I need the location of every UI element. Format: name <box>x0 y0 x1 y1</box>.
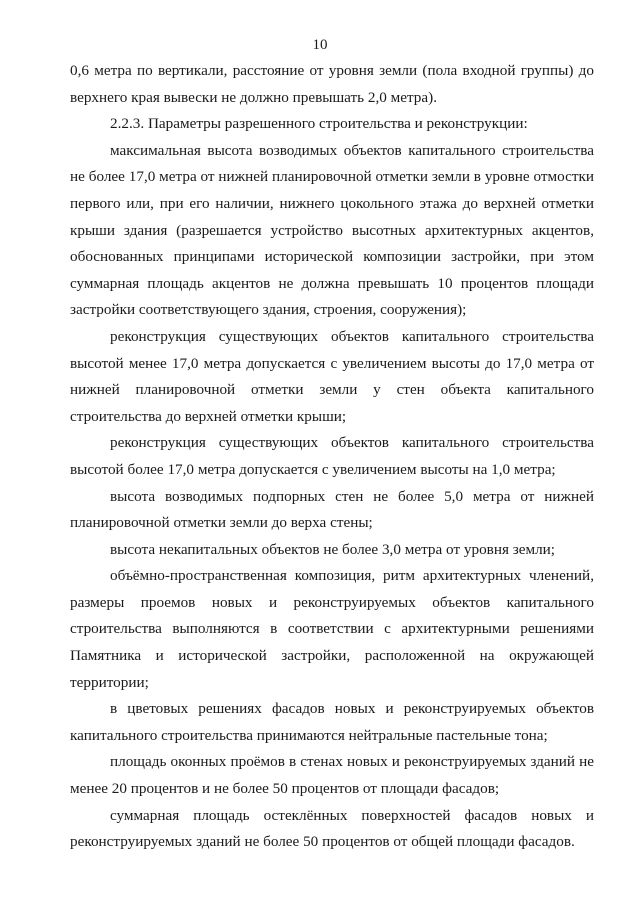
paragraph-max-height: максимальная высота возводимых объектов капитального строительства не более 17,0 метра от нижней планировочной отметки земли в уровне отмостки первого или, при его наличии, нижнего цокольного этажа до верхней отметки крыши здания (разрешается устройство высотных архитектурных акцентов, обоснованных принципами исторической композиции застройки, при этом суммарная площадь акцентов не должна превышать 10 процентов площади застройки соответствующего здания, строения, сооружения); <box>70 141 594 319</box>
paragraph-reconstruction-above-17: реконструкция существующих объектов капитального строительства высотой более 17,0 метра допускается с увеличением высоты на 1,0 метра; <box>70 434 594 478</box>
paragraph-glazing-area: суммарная площадь остеклённых поверхностей фасадов новых и реконструируемых зданий не более 50 процентов от общей площади фасадов. <box>70 806 594 851</box>
paragraph-facade-colors: в цветовых решениях фасадов новых и реконструируемых объектов капитального строительства принимаются нейтральные пастельные тона; <box>70 700 594 744</box>
paragraph-reconstruction-below-17: реконструкция существующих объектов капитального строительства высотой менее 17,0 метра допускается с увеличением высоты до 17,0 метра от нижней планировочной отметки земли у стен объекта капитального строительства до верхней отметки крыши; <box>70 327 594 425</box>
paragraph-window-area: площадь оконных проёмов в стенах новых и реконструируемых зданий не менее 20 процентов и не более 50 процентов от площади фасадов; <box>70 753 594 798</box>
paragraph-non-capital-objects: высота некапитальных объектов не более 3,0 метра от уровня земли; <box>110 540 556 558</box>
paragraph-continuation: 0,6 метра по вертикали, расстояние от уровня земли (пола входной группы) до верхнего края вывески не должно превышать 2,0 метра). <box>70 62 594 106</box>
page-number: 10 <box>312 37 328 53</box>
paragraph-composition: объёмно-пространственная композиция, ритм архитектурных членений, размеры проемов новых и реконструируемых объектов капитального строительства выполняются в соответствии с архитектурными решениями Памятника и исторической застройки, расположенной на окружающей территории; <box>70 567 594 691</box>
paragraph-retaining-walls: высота возводимых подпорных стен не более 5,0 метра от нижней планировочной отметки земли до верха стены; <box>70 487 594 532</box>
section-heading-2-2-3: 2.2.3. Параметры разрешенного строительства и реконструкции: <box>110 115 528 133</box>
document-body <box>70 58 594 856</box>
